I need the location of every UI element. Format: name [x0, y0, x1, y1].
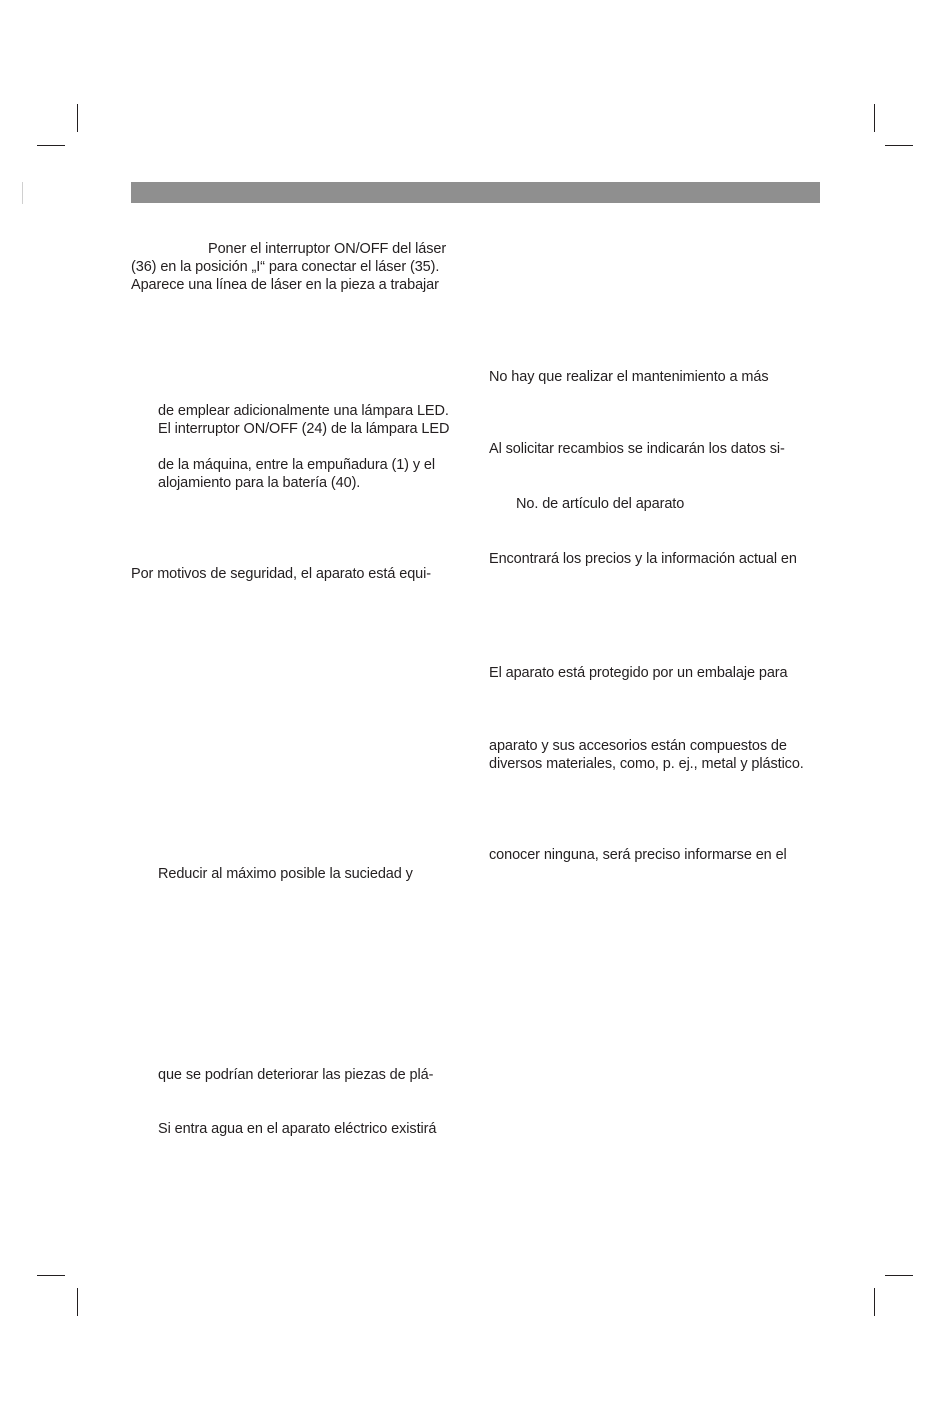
led-text-line-3: de la máquina, entre la empuñadura (1) y el — [158, 457, 436, 473]
spare-parts-text: Al solicitar recambios se indicarán los datos si- — [489, 441, 785, 457]
margin-mark — [22, 182, 23, 204]
maintenance-text: No hay que realizar el mantenimiento a más — [489, 369, 769, 385]
safety-text: Por motivos de seguridad, el aparato está equi- — [131, 566, 431, 582]
crop-mark — [37, 145, 65, 146]
crop-mark — [874, 104, 875, 132]
crop-mark — [37, 1275, 65, 1276]
crop-mark — [885, 1275, 913, 1276]
led-text-line-4: alojamiento para la batería (40). — [158, 475, 361, 491]
crop-mark — [77, 1288, 78, 1316]
prices-text: Encontrará los precios y la información actual en — [489, 551, 797, 567]
laser-text-line-2: (36) en la posición „I“ para conectar el láser (35). — [131, 259, 440, 275]
water-text: Si entra agua en el aparato eléctrico existirá — [158, 1121, 437, 1137]
laser-text-line-3: Aparece una línea de láser en la pieza a trabajar — [131, 277, 439, 293]
crop-mark — [874, 1288, 875, 1316]
laser-text-line-1: Poner el interruptor ON/OFF del láser — [208, 241, 447, 257]
section-header-bar — [131, 182, 820, 203]
article-number-text: No. de artículo del aparato — [516, 496, 685, 512]
dirt-text: Reducir al máximo posible la suciedad y — [158, 866, 413, 882]
led-text-line-1: de emplear adicionalmente una lámpara LED. — [158, 403, 449, 419]
crop-mark — [77, 104, 78, 132]
materials-text-line-2: diversos materiales, como, p. ej., metal y plástico. — [489, 756, 804, 772]
packaging-text: El aparato está protegido por un embalaje para — [489, 665, 788, 681]
plastic-text: que se podrían deteriorar las piezas de plá- — [158, 1067, 434, 1083]
disposal-text: conocer ninguna, será preciso informarse en el — [489, 847, 787, 863]
led-text-line-2: El interruptor ON/OFF (24) de la lámpara LED — [158, 421, 450, 437]
materials-text-line-1: aparato y sus accesorios están compuestos de — [489, 738, 787, 754]
crop-mark — [885, 145, 913, 146]
